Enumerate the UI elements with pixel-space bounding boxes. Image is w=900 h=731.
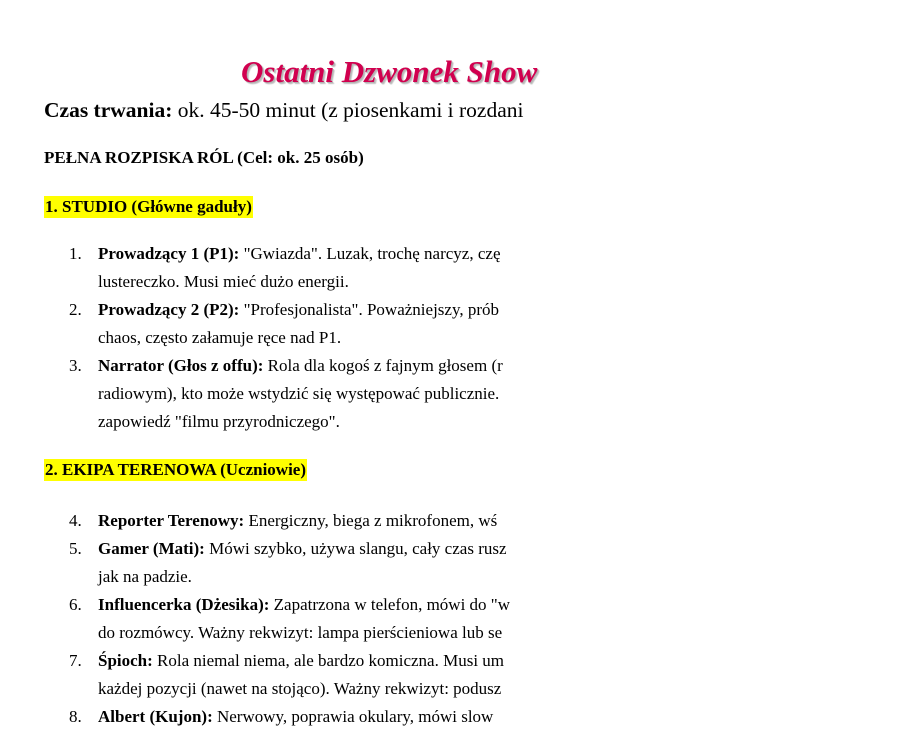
role-number: 7. (69, 651, 82, 670)
role-number: 8. (69, 707, 82, 726)
role-item (0, 703, 900, 731)
role-continuation: lustereczko. Musi mieć dużo energii. (98, 272, 349, 291)
role-continuation: jak na padzie. (98, 567, 192, 586)
role-description: "Gwiazda". Luzak, trochę narcyz, czę (243, 244, 501, 263)
section-heading-field-crew: 2. EKIPA TERENOWA (Uczniowie) (45, 460, 306, 479)
role-name: Gamer (Mati): (98, 539, 205, 558)
role-number: 4. (69, 511, 82, 530)
role-item (0, 240, 900, 296)
duration-line (44, 98, 524, 123)
role-item (0, 591, 900, 647)
role-first-line (0, 591, 900, 619)
role-name: Albert (Kujon): (98, 707, 213, 726)
role-name: Śpioch: (98, 651, 153, 670)
role-first-line (0, 703, 900, 731)
section-heading-studio: 1. STUDIO (Główne gaduły) (45, 197, 252, 216)
role-description: Zapatrzona w telefon, mówi do "w (273, 595, 511, 614)
role-name: Reporter Terenowy: (98, 511, 245, 530)
document-title: Ostatni Dzwonek Show (241, 54, 538, 89)
role-description: Rola dla kogoś z fajnym głosem (r (267, 356, 503, 375)
role-item (0, 647, 900, 703)
role-item (0, 352, 900, 436)
role-item (0, 535, 900, 591)
role-list-studio (0, 240, 900, 436)
role-number: 5. (69, 539, 82, 558)
role-continuation: chaos, często załamuje ręce nad P1. (98, 328, 342, 347)
role-description: Energiczny, biega z mikrofonem, wś (248, 511, 498, 530)
role-first-line (0, 535, 900, 563)
role-number: 3. (69, 356, 82, 375)
role-item (0, 296, 900, 352)
role-description: "Profesjonalista". Poważniejszy, prób (243, 300, 500, 319)
role-description: Rola niemal niema, ale bardzo komiczna. Musi um (157, 651, 505, 670)
role-continuation: radiowym), kto może wstydzić się występować publicznie. (98, 384, 500, 403)
role-first-line (0, 296, 900, 324)
role-list-field-crew (0, 507, 900, 731)
role-number: 2. (69, 300, 82, 319)
role-continuation: zapowiedź "filmu przyrodniczego". (98, 412, 340, 431)
role-first-line (0, 352, 900, 380)
role-first-line (0, 647, 900, 675)
role-description: Nerwowy, poprawia okulary, mówi slow (216, 707, 494, 726)
role-description: Mówi szybko, używa slangu, cały czas rusz (209, 539, 507, 558)
cast-list-heading: PEŁNA ROZPISKA RÓL (Cel: ok. 25 osób) (44, 148, 364, 167)
duration-label: Czas trwania: (44, 98, 173, 122)
role-number: 6. (69, 595, 82, 614)
role-name: Prowadzący 2 (P2): (98, 300, 240, 319)
role-number: 1. (69, 244, 82, 263)
role-name: Prowadzący 1 (P1): (98, 244, 240, 263)
role-name: Narrator (Głos z offu): (98, 356, 264, 375)
role-first-line (0, 240, 900, 268)
role-continuation: do rozmówcy. Ważny rekwizyt: lampa pierścieniowa lub se (98, 623, 503, 642)
duration-value: ok. 45-50 minut (z piosenkami i rozdani (177, 98, 524, 122)
role-first-line (0, 507, 900, 535)
role-name: Influencerka (Dżesika): (98, 595, 270, 614)
role-item (0, 507, 900, 535)
role-continuation: każdej pozycji (nawet na stojąco). Ważny rekwizyt: podusz (98, 679, 502, 698)
